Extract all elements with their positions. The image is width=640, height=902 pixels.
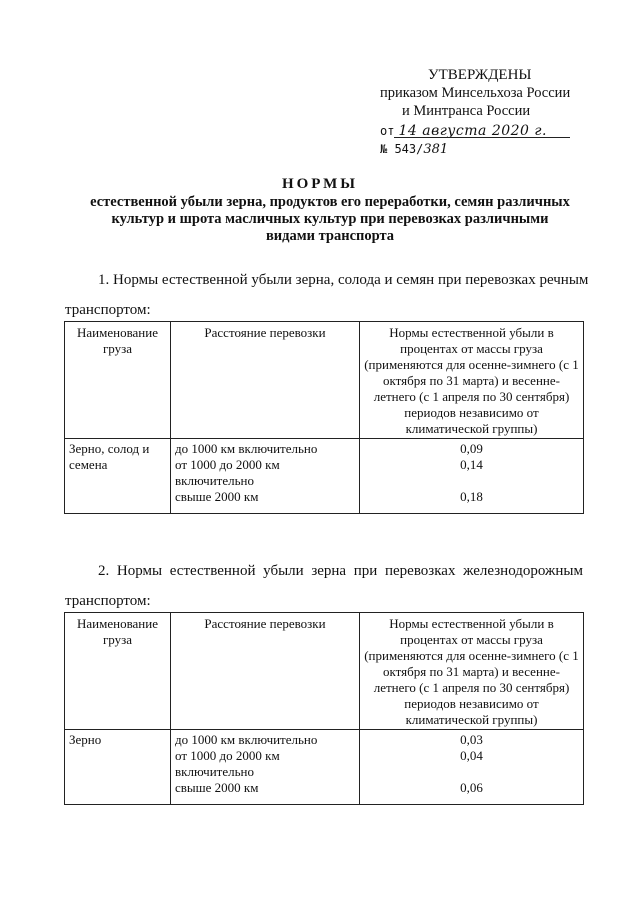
distance-item: до 1000 км включительно xyxy=(175,732,318,747)
header-cargo: Наименование груза xyxy=(65,613,171,730)
handwritten-number: 381 xyxy=(423,142,449,157)
norm-value: 0,06 xyxy=(460,780,483,795)
date-prefix: от xyxy=(380,124,395,138)
distance-item: от 1000 до 2000 км включительно xyxy=(175,748,280,779)
cargo-cell: Зерно, солод и семена xyxy=(65,439,171,514)
date-underline xyxy=(394,137,570,138)
table-row xyxy=(65,730,584,805)
handwritten-date: 14 августа 2020 г. xyxy=(398,123,547,139)
cargo-cell: Зерно xyxy=(65,730,171,805)
section-1-heading xyxy=(65,270,589,320)
distance-cell xyxy=(171,730,360,805)
section-heading-line: 2. Нормы естественной убыли зерна при перевозках железнодорожным xyxy=(98,563,583,579)
document-title: НОРМЫ xyxy=(281,176,359,192)
section-heading-continuation: транспортом: xyxy=(65,593,151,609)
section-1-table xyxy=(64,321,584,514)
section-heading-continuation: транспортом: xyxy=(65,302,151,318)
table-row xyxy=(65,439,584,514)
approval-order-line: приказом Минсельхоза России xyxy=(380,85,571,101)
document-subtitle: естественной убыли зерна, продуктов его переработки, семян различных культур и шрота масличных культур при перевозках различными видами транспорта xyxy=(90,194,570,244)
header-distance: Расстояние перевозки xyxy=(171,613,360,730)
distance-item: свыше 2000 км xyxy=(175,489,259,504)
table-header-row xyxy=(65,613,584,730)
norm-value: 0,14 xyxy=(460,457,483,472)
distance-item: до 1000 км включительно xyxy=(175,441,318,456)
table-header-row xyxy=(65,322,584,439)
approval-number-line xyxy=(380,140,448,159)
distance-item: от 1000 до 2000 км включительно xyxy=(175,457,280,488)
approval-date-line xyxy=(380,122,547,140)
norm-value: 0,03 xyxy=(460,732,483,747)
norm-value: 0,18 xyxy=(460,489,483,504)
number-prefix: № 543/ xyxy=(380,142,424,156)
norm-value: 0,09 xyxy=(460,441,483,456)
norm-values-cell xyxy=(360,730,584,805)
header-norms: Нормы естественной убыли в процентах от массы груза (применяются для осенне-зимнего (с 1 октября по 31 марта) и весенне-летнего (с 1 апреля по 30 сентября) периодов независимо от климатической группы) xyxy=(360,322,584,439)
header-cargo: Наименование груза xyxy=(65,322,171,439)
header-norms: Нормы естественной убыли в процентах от массы груза (применяются для осенне-зимнего (с 1 октября по 31 марта) и весенне-летнего (с 1 апреля по 30 сентября) периодов независимо от климатической группы) xyxy=(360,613,584,730)
approval-ministry-line: и Минтранса России xyxy=(402,103,531,119)
approval-heading: УТВЕРЖДЕНЫ xyxy=(428,67,532,83)
norm-value: 0,04 xyxy=(460,748,483,763)
section-heading-line: 1. Нормы естественной убыли зерна, солода и семян при перевозках речным xyxy=(98,272,589,288)
section-2-heading xyxy=(65,561,583,611)
distance-cell xyxy=(171,439,360,514)
norm-values-cell xyxy=(360,439,584,514)
distance-item: свыше 2000 км xyxy=(175,780,259,795)
section-2-table xyxy=(64,612,584,805)
header-distance: Расстояние перевозки xyxy=(171,322,360,439)
